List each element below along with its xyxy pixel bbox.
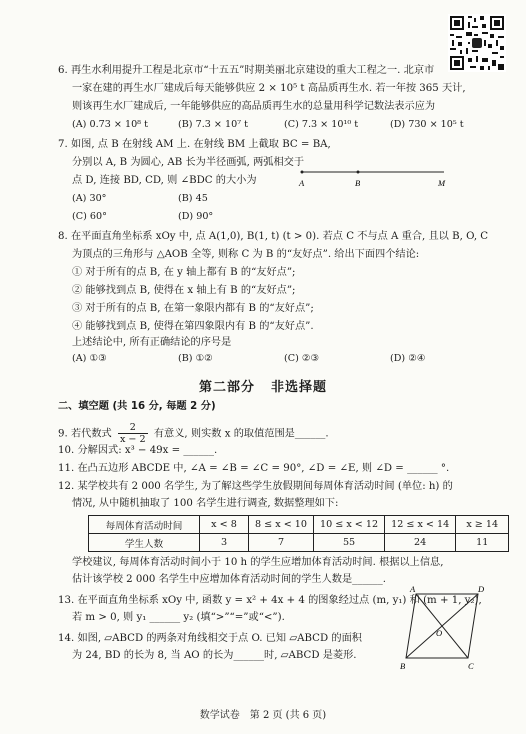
q8-item-4: ④ 能够找到点 B, 使得在第四象限内有 B 的“友好点”. [72, 321, 314, 332]
q14-label-o: O [436, 628, 443, 638]
q12-line4: 估计该学校 2 000 名学生中应增加体育活动时间的学生人数是______. [72, 574, 386, 585]
q9-post: 有意义, 则实数 x 的取值范围是______. [153, 428, 329, 440]
q14-label-a: A [410, 584, 416, 594]
page-footer: 数学试卷 第 2 页 (共 6 页) [199, 710, 327, 721]
q7-label-b: B [355, 178, 361, 188]
q12-td-4: 24 [385, 534, 456, 552]
q12-th-4: 12 ≤ x < 14 [385, 516, 456, 534]
q7-label-a: A [299, 178, 305, 188]
q9-numerator: 2 [118, 422, 148, 434]
qr-code-image [448, 14, 506, 72]
q8-item-1: ① 对于所有的点 B, 在 y 轴上都有 B 的“友好点”; [72, 267, 296, 278]
q14-label-d: D [478, 584, 485, 594]
q7-choice-a: (A) 30° [72, 193, 107, 204]
q12-table-data-row [89, 534, 509, 552]
q12-th-5: x ≥ 14 [456, 516, 509, 534]
q12-td-1: 3 [200, 534, 249, 552]
section-heading [0, 376, 526, 395]
q7-line2: 分别以 A, B 为圆心, AB 长为半径画弧, 两弧相交于 [72, 157, 305, 168]
q8-choice-b: (B) ①② [178, 353, 213, 364]
q12-table-header-row [89, 516, 509, 534]
q9-denominator: x − 2 [119, 434, 146, 445]
q6-choice-b: (B) 7.3 × 10⁷ t [178, 119, 248, 130]
q12-th-1: x < 8 [200, 516, 249, 534]
q8-item-2: ② 能够找到点 B, 使得在 x 轴上有 B 的“友好点”; [72, 285, 296, 296]
q9-pre: 9. 若代数式 [58, 428, 112, 440]
q14-line2: 为 24, BD 的长为 8, 当 AO 的长为______时, ▱ABCD 是菱形. [72, 650, 357, 661]
q12-td-5: 11 [456, 534, 509, 552]
q10-line: 10. 分解因式: x³ − 49x = ______. [58, 445, 218, 456]
q7-ray-figure [296, 164, 456, 190]
q14-parallelogram-figure [400, 584, 486, 674]
q6-line3: 则该再生水厂建成后, 一年能够供应的高品质再生水的总量用科学记数法表示应为 [72, 101, 436, 112]
q7-line1: 7. 如图, 点 B 在射线 AM 上. 在射线 BM 上截取 BC = BA, [58, 139, 331, 150]
section-title: 非选择题 [271, 380, 328, 395]
q14-label-b: B [400, 661, 406, 671]
q8-choice-a: (A) ①③ [72, 353, 107, 364]
q12-th-3: 10 ≤ x < 12 [314, 516, 385, 534]
q6-line2: 一家在建的再生水厂建成后每天能够供应 2 × 10⁵ t 高品质再生水. 若一年按 365 天计, [72, 83, 466, 94]
q12-line1: 12. 某学校共有 2 000 名学生, 为了解这些学生放假期间每周体育活动时间 (单位: h) 的 [58, 481, 453, 492]
q14-line1: 14. 如图, ▱ABCD 的两条对角线相交于点 O. 已知 ▱ABCD 的面积 [58, 633, 362, 644]
q8-line1: 8. 在平面直角坐标系 xOy 中, 点 A(1,0), B(1, t) (t > 0). 若点 C 不与点 A 重合, 且以 B, O, C [58, 231, 489, 242]
q8-item-3: ③ 对于所有的点 B, 在第一象限内都有 B 的“友好点”; [72, 303, 314, 314]
q12-td-0: 学生人数 [89, 534, 200, 552]
q7-choice-c: (C) 60° [72, 211, 107, 222]
section-part: 第二部分 [198, 380, 255, 395]
q13-line2: 若 m > 0, 则 y₁ ______ y₂ (填“>”“=”或“<”). [72, 612, 285, 623]
q8-choice-d: (D) ②④ [390, 353, 426, 364]
q7-choice-d: (D) 90° [178, 211, 214, 222]
q8-line2: 为顶点的三角形与 △AOB 全等, 则称 C 为 B 的“友好点”. 给出下面四个结论: [72, 249, 420, 260]
q12-line2: 情况, 从中随机抽取了 100 名学生进行调查, 数据整理如下: [72, 498, 339, 509]
fill-in-header: 二、填空题 (共 16 分, 每题 2 分) [58, 401, 216, 412]
q8-choice-c: (C) ②③ [284, 353, 320, 364]
q11-line: 11. 在凸五边形 ABCDE 中, ∠A = ∠B = ∠C = 90°, ∠D = ∠E, 则 ∠D = ______ °. [58, 463, 450, 474]
q13-line1: 13. 在平面直角坐标系 xOy 中, 函数 y = x² + 4x + 4 的图象经过点 (m, y₁) 和 (m + 1, y₂), [58, 595, 482, 606]
q12-th-0: 每周体育活动时间 [89, 516, 200, 534]
q9-line [58, 422, 329, 445]
q7-label-m: M [438, 178, 446, 188]
q6-line1: 6. 再生水利用提升工程是北京市“十五五”时期美丽北京建设的重大工程之一. 北京市 [58, 65, 435, 76]
q6-choice-d: (D) 730 × 10⁵ t [390, 119, 464, 130]
q6-choice-c: (C) 7.3 × 10¹⁰ t [284, 119, 359, 130]
q7-choice-b: (B) 45 [178, 193, 208, 204]
q6-choice-a: (A) 0.73 × 10⁸ t [72, 119, 148, 130]
q7-line3: 点 D, 连接 BD, CD, 则 ∠BDC 的大小为 [72, 175, 257, 186]
q12-td-3: 55 [314, 534, 385, 552]
q9-fraction [118, 422, 148, 445]
q12-line3: 学校建议, 每周体育活动时间小于 10 h 的学生应增加体育活动时间. 根据以上信息, [72, 557, 444, 568]
q12-th-2: 8 ≤ x < 10 [249, 516, 314, 534]
q8-line-end: 上述结论中, 所有正确结论的序号是 [72, 337, 232, 348]
q12-td-2: 7 [249, 534, 314, 552]
q14-label-c: C [468, 661, 474, 671]
q12-table [88, 515, 509, 552]
